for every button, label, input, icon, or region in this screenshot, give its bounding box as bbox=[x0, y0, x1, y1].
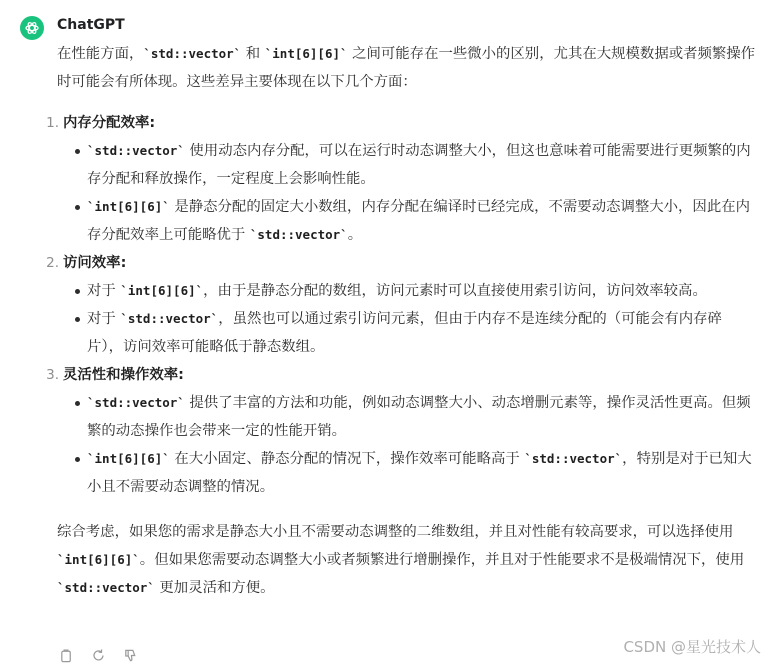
text-span: 和 bbox=[241, 46, 265, 62]
list-number: 2. bbox=[46, 255, 59, 271]
text-span: ，特别是对于已知大小且不需要动态调整的情况。 bbox=[87, 451, 752, 495]
points-list bbox=[46, 109, 757, 501]
sub-item bbox=[87, 389, 757, 445]
inline-code: `int[6][6]` bbox=[57, 552, 140, 567]
text-span: 是静态分配的固定大小数组，内存分配在编译时已经完成，不需要动态调整大小，因此在内存分配效率上可能略优于 bbox=[87, 199, 750, 243]
inline-code: `std::vector` bbox=[87, 395, 185, 410]
message-actions bbox=[57, 646, 139, 664]
text-span: 使用动态内存分配，可以在运行时动态调整大小，但这也意味着可能需要进行更频繁的内存分配和释放操作，一定程度上会影响性能。 bbox=[87, 143, 751, 187]
text-span: 对于 bbox=[87, 283, 121, 299]
text-span: 在性能方面， bbox=[57, 46, 144, 62]
point-title: 访问效率: bbox=[63, 255, 127, 271]
text-span: 提供了丰富的方法和功能，例如动态调整大小、动态增删元素等，操作灵活性更高。但频繁的动态操作也会带来一定的性能开销。 bbox=[87, 395, 751, 439]
inline-code: `std::vector` bbox=[87, 143, 185, 158]
inline-code: `int[6][6]` bbox=[264, 46, 348, 61]
intro-paragraph bbox=[57, 40, 757, 96]
point-item bbox=[46, 249, 757, 361]
point-item bbox=[46, 361, 757, 501]
inline-code: `std::vector` bbox=[120, 311, 219, 326]
text-span: ，虽然也可以通过索引访问元素，但由于内存不是连续分配的（可能会有内存碎片），访问效率可能略低于静态数组。 bbox=[87, 311, 722, 355]
text-span: 更加灵活和方便。 bbox=[154, 580, 275, 596]
inline-code: `int[6][6]` bbox=[120, 283, 204, 298]
regenerate-icon[interactable] bbox=[89, 646, 107, 664]
point-item bbox=[46, 109, 757, 249]
text-span: ，由于是静态分配的数组，访问元素时可以直接使用索引访问，访问效率较高。 bbox=[203, 283, 707, 299]
inline-code: `int[6][6]` bbox=[87, 199, 170, 214]
sub-list bbox=[63, 137, 757, 249]
copy-icon[interactable] bbox=[57, 646, 75, 664]
inline-code: `int[6][6]` bbox=[87, 451, 170, 466]
sub-list bbox=[63, 277, 757, 361]
list-number: 3. bbox=[46, 367, 59, 383]
text-span: 之间可能存在一些微小的区别，尤其在大规模数据或者频繁操作时可能会有所体现。这些差异主要体现在以下几个方面： bbox=[57, 46, 756, 90]
text-span: 。但如果您需要动态调整大小或者频繁进行增删操作，并且对于性能要求不是极端情况下，使用 bbox=[139, 552, 745, 568]
inline-code: `std::vector` bbox=[57, 580, 155, 595]
list-number: 1. bbox=[46, 115, 59, 131]
sub-item bbox=[87, 305, 757, 361]
inline-code: `std::vector` bbox=[143, 46, 242, 61]
sub-item bbox=[87, 193, 757, 249]
sub-item bbox=[87, 445, 757, 501]
message-content bbox=[46, 40, 757, 602]
point-title: 灵活性和操作效率: bbox=[63, 367, 184, 383]
sub-item bbox=[87, 137, 757, 193]
sender-name: ChatGPT bbox=[57, 17, 125, 33]
conclusion-paragraph bbox=[57, 518, 757, 602]
text-span: 综合考虑，如果您的需求是静态大小且不需要动态调整的二维数组，并且对性能有较高要求，可以选择使用 bbox=[57, 524, 734, 540]
thumbs-down-icon[interactable] bbox=[121, 646, 139, 664]
openai-logo-icon bbox=[20, 16, 44, 40]
csdn-watermark: CSDN @星光技术人 bbox=[623, 638, 761, 656]
text-span: 在大小固定、静态分配的情况下，操作效率可能略高于 bbox=[169, 451, 525, 467]
sub-list bbox=[63, 389, 757, 501]
sub-item bbox=[87, 277, 757, 305]
text-span: 对于 bbox=[87, 311, 121, 327]
inline-code: `std::vector` bbox=[249, 227, 348, 242]
inline-code: `std::vector` bbox=[524, 451, 623, 466]
point-title: 内存分配效率: bbox=[63, 115, 156, 131]
text-span: 。 bbox=[347, 227, 363, 243]
